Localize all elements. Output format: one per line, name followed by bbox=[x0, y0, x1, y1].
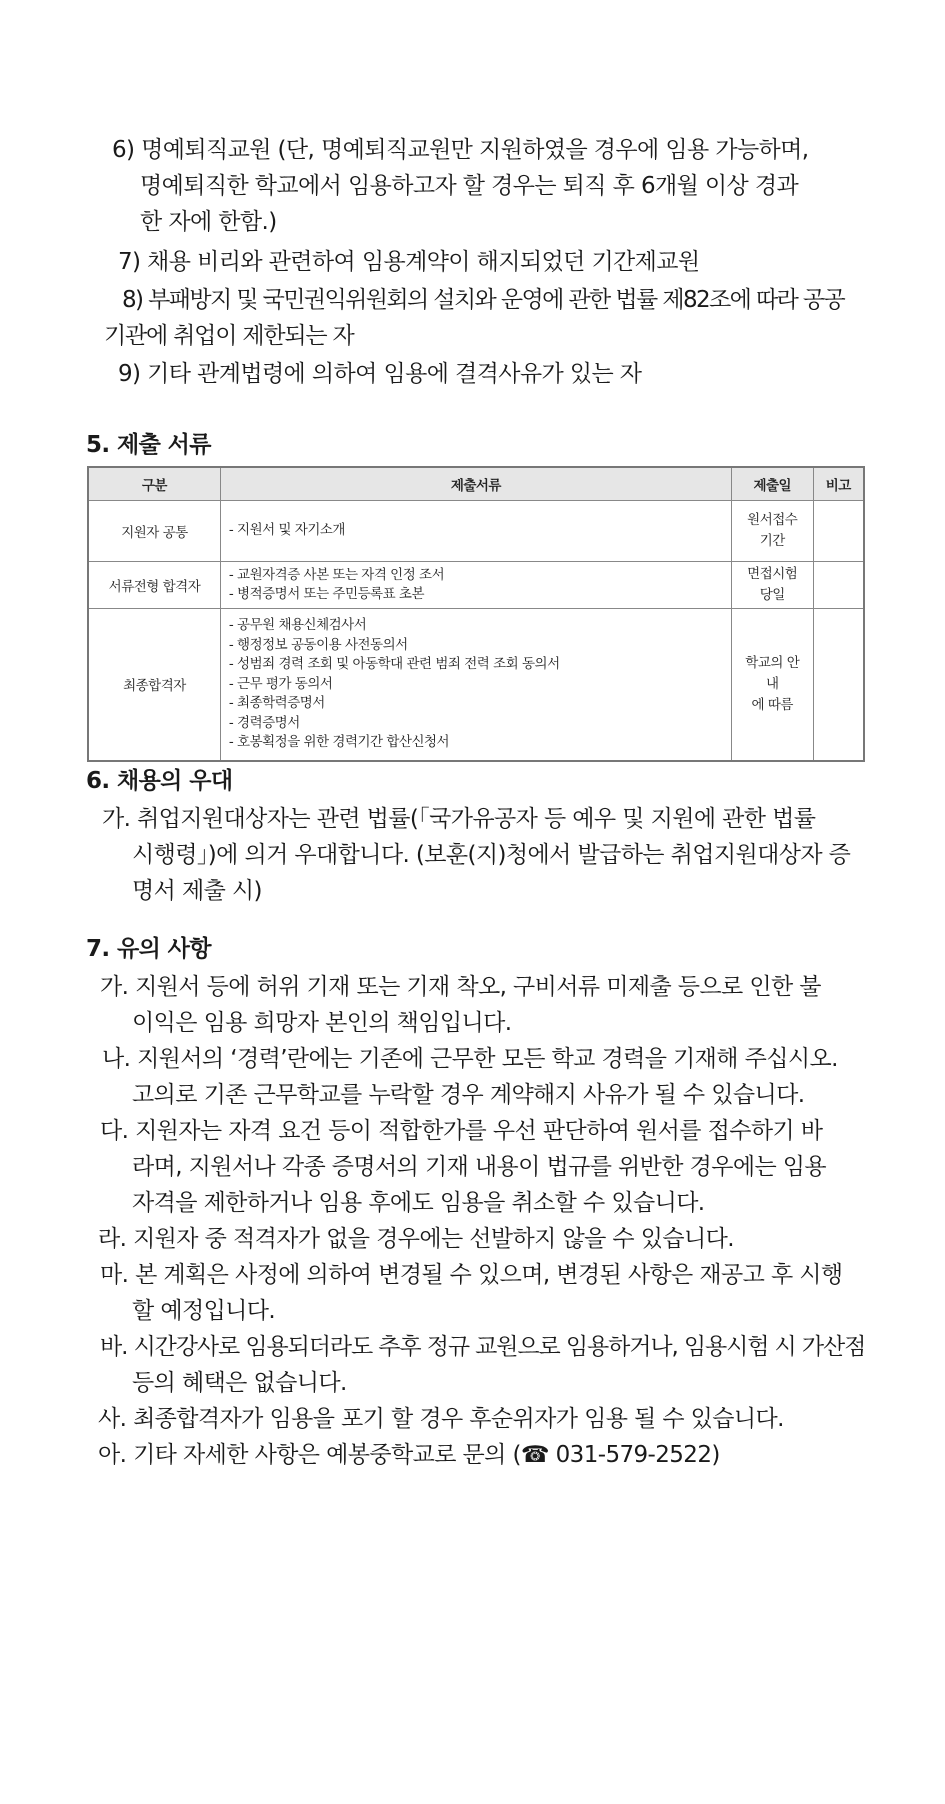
row-note bbox=[813, 562, 864, 609]
row-date: 학교의 안내 에 따름 bbox=[731, 609, 813, 761]
row-category: 서류전형 합격자 bbox=[88, 562, 220, 609]
qual-item-7: 7) 채용 비리와 관련하여 임용계약이 해지되었던 기간제교원 bbox=[118, 249, 700, 275]
row-documents bbox=[220, 562, 731, 609]
section-7-item-sa: 사. 최종합격자가 임용을 포기 할 경우 후순위자가 임용 될 수 있습니다. bbox=[98, 1406, 784, 1432]
document-item: - 행정정보 공동이용 사전동의서 bbox=[228, 636, 408, 653]
header-category: 구분 bbox=[88, 467, 220, 501]
qual-item-6-line-3: 한 자에 한함.) bbox=[140, 209, 277, 235]
document-item: - 병적증명서 또는 주민등록표 초본 bbox=[228, 586, 425, 602]
header-note: 비고 bbox=[813, 467, 864, 501]
row-documents bbox=[220, 609, 731, 761]
qual-item-6-line-1: 6) 명예퇴직교원 (단, 명예퇴직교원만 지원하였을 경우에 임용 가능하며, bbox=[112, 137, 809, 163]
section-7-heading: 7. 유의 사항 bbox=[86, 936, 211, 962]
document-item: - 호봉획정을 위한 경력기간 합산신청서 bbox=[228, 734, 450, 750]
row-documents bbox=[220, 501, 731, 562]
document-item: - 근무 평가 동의서 bbox=[228, 675, 333, 692]
qual-item-8-line-1: 8) 부패방지 및 국민권익위원회의 설치와 운영에 관한 법률 제82조에 따라 공공 bbox=[122, 287, 845, 313]
row-category: 최종합격자 bbox=[88, 609, 220, 761]
section-7-item-ba-line-1: 바. 시간강사로 임용되더라도 추후 정규 교원으로 임용하거나, 임용시험 시 가산점 bbox=[100, 1334, 866, 1360]
section-7-item-ba-line-2: 등의 혜택은 없습니다. bbox=[132, 1370, 347, 1396]
table-row bbox=[88, 501, 864, 562]
row-category: 지원자 공통 bbox=[88, 501, 220, 562]
header-documents: 제출서류 bbox=[220, 467, 731, 501]
row-note bbox=[813, 609, 864, 761]
section-6-item-ga-line-1: 가. 취업지원대상자는 관련 법률(「국가유공자 등 예우 및 지원에 관한 법률 bbox=[102, 806, 816, 832]
section-7-item-ma-line-2: 할 예정입니다. bbox=[132, 1298, 276, 1324]
document-item: - 경력증명서 bbox=[228, 714, 300, 731]
row-date: 원서접수 기간 bbox=[731, 501, 813, 562]
section-6-item-ga-line-3: 명서 제출 시) bbox=[132, 878, 262, 904]
documents-table bbox=[87, 466, 865, 762]
document-item: - 교원자격증 사본 또는 자격 인정 조서 bbox=[228, 566, 445, 583]
document-item: - 최종학력증명서 bbox=[228, 695, 325, 711]
qual-item-9: 9) 기타 관계법령에 의하여 임용에 결격사유가 있는 자 bbox=[118, 361, 642, 387]
section-7-item-ra: 라. 지원자 중 적격자가 없을 경우에는 선발하지 않을 수 있습니다. bbox=[98, 1226, 734, 1252]
section-7-item-ga-line-2: 이익은 임용 희망자 본인의 책임입니다. bbox=[132, 1010, 512, 1036]
document-item: - 성범죄 경력 조회 및 아동학대 관련 범죄 전력 조회 동의서 bbox=[228, 656, 560, 672]
section-7-item-a: 아. 기타 자세한 사항은 예봉중학교로 문의 (☎ 031-579-2522) bbox=[98, 1442, 720, 1468]
section-7-item-da-line-3: 자격을 제한하거나 임용 후에도 임용을 취소할 수 있습니다. bbox=[132, 1190, 705, 1216]
row-note bbox=[813, 501, 864, 562]
document-item: - 지원서 및 자기소개 bbox=[228, 522, 345, 539]
qual-item-8-line-2: 기관에 취업이 제한되는 자 bbox=[104, 323, 354, 349]
header-submission-date: 제출일 bbox=[731, 467, 813, 501]
qual-item-6-line-2: 명예퇴직한 학교에서 임용하고자 할 경우는 퇴직 후 6개월 이상 경과 bbox=[140, 173, 799, 199]
section-6-item-ga-line-2: 시행령」)에 의거 우대합니다. (보훈(지)청에서 발급하는 취업지원대상자 증 bbox=[132, 842, 851, 868]
document-item: - 공무원 채용신체검사서 bbox=[228, 617, 367, 633]
section-7-item-da-line-1: 다. 지원자는 자격 요건 등이 적합한가를 우선 판단하여 원서를 접수하기 바 bbox=[100, 1118, 823, 1144]
row-date: 면접시험 당일 bbox=[731, 562, 813, 609]
section-7-item-ma-line-1: 마. 본 계획은 사정에 의하여 변경될 수 있으며, 변경된 사항은 재공고 후 시행 bbox=[100, 1262, 843, 1288]
section-7-item-da-line-2: 라며, 지원서나 각종 증명서의 기재 내용이 법규를 위반한 경우에는 임용 bbox=[132, 1154, 827, 1180]
section-7-item-na-line-2: 고의로 기존 근무학교를 누락할 경우 계약해지 사유가 될 수 있습니다. bbox=[132, 1082, 805, 1108]
section-5-heading: 5. 제출 서류 bbox=[86, 432, 211, 458]
section-7-item-na-line-1: 나. 지원서의 ‘경력’란에는 기존에 근무한 모든 학교 경력을 기재해 주십시오. bbox=[102, 1046, 838, 1072]
table-row bbox=[88, 609, 864, 761]
section-7-item-ga-line-1: 가. 지원서 등에 허위 기재 또는 기재 착오, 구비서류 미제출 등으로 인한 불 bbox=[100, 974, 821, 1000]
section-6-heading: 6. 채용의 우대 bbox=[86, 768, 233, 794]
table-header-row bbox=[88, 467, 864, 501]
table-row bbox=[88, 562, 864, 609]
